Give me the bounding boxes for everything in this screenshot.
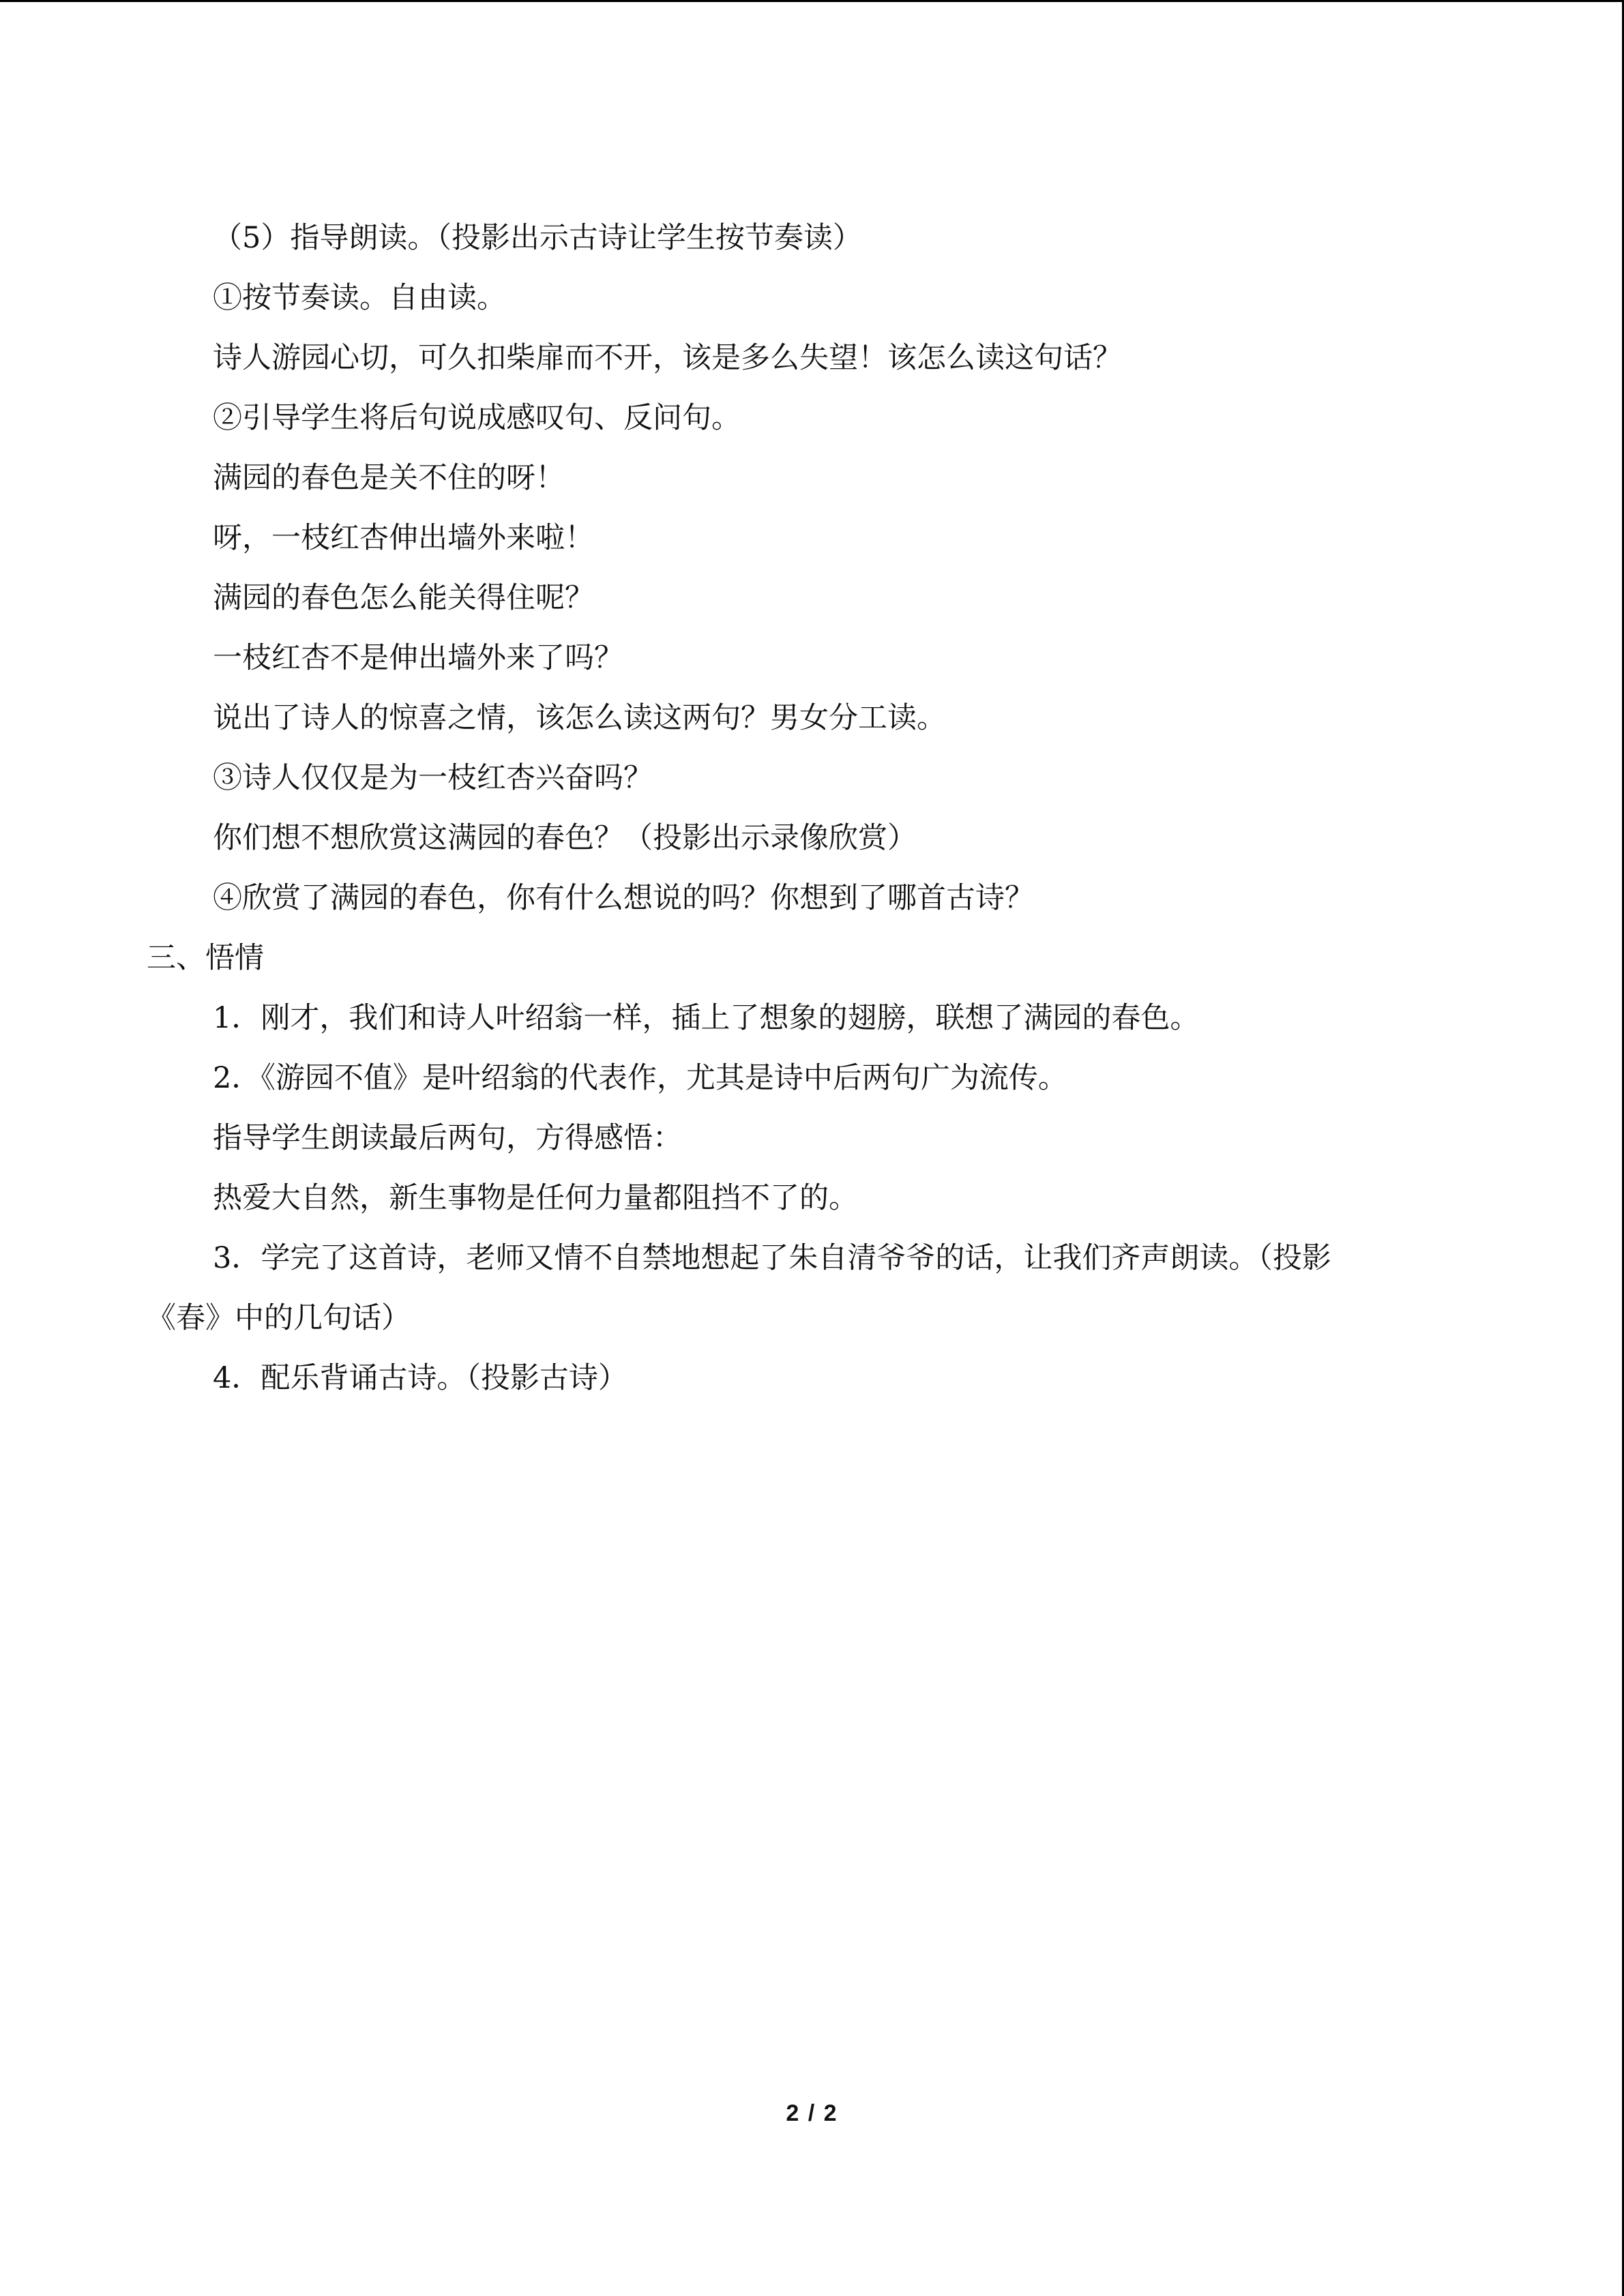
body-line: 满园的春色是关不住的呀！ xyxy=(213,461,565,495)
body-line: 2．《游园不值》是叶绍翁的代表作，尤其是诗中后两句广为流传。 xyxy=(213,1061,1067,1095)
page-number: 2 / 2 xyxy=(786,2100,838,2126)
body-line: 4．配乐背诵古诗。（投影古诗） xyxy=(213,1361,628,1395)
body-line: ③诗人仅仅是为一枝红杏兴奋吗？ xyxy=(213,761,653,795)
body-line-continuation: 《春》中的几句话） xyxy=(147,1301,411,1335)
body-line: ②引导学生将后句说成感叹句、反问句。 xyxy=(213,401,741,435)
body-line: 指导学生朗读最后两句，方得感悟： xyxy=(213,1121,682,1155)
body-line: （5）指导朗读。（投影出示古诗让学生按节奏读） xyxy=(213,221,862,255)
body-line: 1．刚才，我们和诗人叶绍翁一样，插上了想象的翅膀，联想了满园的春色。 xyxy=(213,1001,1200,1035)
body-line: 热爱大自然，新生事物是任何力量都阻挡不了的。 xyxy=(213,1181,858,1215)
body-line: 3．学完了这首诗，老师又情不自禁地想起了朱自清爷爷的话，让我们齐声朗读。（投影 xyxy=(213,1241,1331,1275)
body-line: 呀，一枝红杏伸出墙外来啦！ xyxy=(213,521,594,555)
body-line: ④欣赏了满园的春色，你有什么想说的吗？你想到了哪首古诗？ xyxy=(213,881,1034,915)
body-line: 一枝红杏不是伸出墙外来了吗？ xyxy=(213,641,623,675)
section-heading: 三、悟情 xyxy=(147,941,264,975)
document-body xyxy=(147,208,1483,1408)
body-line: 你们想不想欣赏这满园的春色？（投影出示录像欣赏） xyxy=(213,821,917,855)
body-line: 满园的春色怎么能关得住呢？ xyxy=(213,581,594,615)
body-line: 诗人游园心切，可久扣柴扉而不开，该是多么失望！该怎么读这句话？ xyxy=(213,341,1122,375)
body-line: ①按节奏读。自由读。 xyxy=(213,281,506,315)
body-line: 说出了诗人的惊喜之情，该怎么读这两句？男女分工读。 xyxy=(213,701,946,735)
top-border-rule xyxy=(0,0,1624,2)
